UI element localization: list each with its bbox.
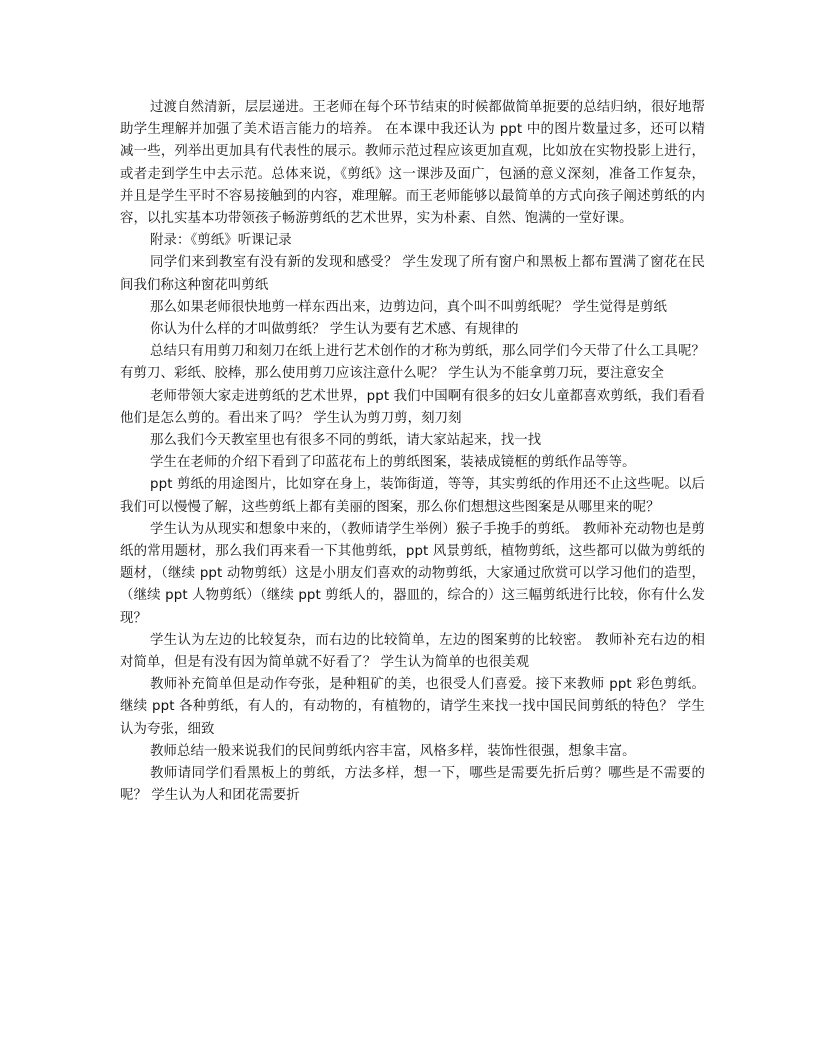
paragraph-record-8: ppt 剪纸的用途图片，比如穿在身上，装饰街道，等等，其实剪纸的作用还不止这些呢。以后我们可以慢慢了解，这些剪纸上都有美丽的图案，那么你们想想这些图案是从哪里来的呢？ bbox=[120, 477, 705, 515]
paragraph-record-9: 学生认为从现实和想象中来的，（教师请学生举例）猴子手挽手的剪纸。 教师补充动物也是剪纸的常用题材，那么我们再来看一下其他剪纸，ppt 风景剪纸，植物剪纸，这些都可以做为剪纸的题材，（继续 ppt 动物剪纸）这是小朋友们喜欢的动物剪纸，大家通过欣赏可以学习他们的造型，（继续 ppt 人物剪纸）（继续 ppt 剪纸人的，器皿的，综合的）这三幅剪纸进行比较，你有什么发现？ bbox=[120, 521, 705, 626]
paragraph-record-11: 教师补充简单但是动作夸张，是种粗矿的美，也很受人们喜爱。接下来教师 ppt 彩色剪纸。继续 ppt 各种剪纸，有人的，有动物的，有植物的，请学生来找一找中国民间剪纸的特色？ 学生认为夸张，细致 bbox=[120, 677, 705, 737]
paragraph-summary: 过渡自然清新，层层递进。王老师在每个环节结束的时候都做简单扼要的总结归纳，很好地帮助学生理解并加强了美术语言能力的培养。 在本课中我还认为 ppt 中的图片数量过多，还可以精减一些，列举出更加具有代表性的展示。教师示范过程应该更加直观，比如放在实物投影上进行，或者走到学生中去示范。总体来说，《剪纸》这一课涉及面广，包涵的意义深刻，准备工作复杂，并且是学生平时不容易接触到的内容，难理解。而王老师能够以最简单的方式向孩子阐述剪纸的内容，以扎实基本功带领孩子畅游剪纸的艺术世界，实为朴素、自然、饱满的一堂好课。 bbox=[120, 100, 705, 227]
appendix-heading: 附录：《剪纸》听课记录 bbox=[150, 233, 292, 249]
paragraph-record-5: 老师带领大家走进剪纸的艺术世界，ppt 我们中国啊有很多的妇女儿童都喜欢剪纸，我们看看他们是怎么剪的。看出来了吗？ 学生认为剪刀剪，刻刀刻 bbox=[120, 388, 705, 426]
paragraph-record-6: 那么我们今天教室里也有很多不同的剪纸，请大家站起来，找一找 bbox=[150, 433, 542, 449]
document-page bbox=[120, 97, 705, 808]
paragraph-record-3: 你认为什么样的才叫做剪纸？ 学生认为要有艺术感、有规律的 bbox=[150, 322, 519, 338]
paragraph-record-4: 总结只有用剪刀和刻刀在纸上进行艺术创作的才称为剪纸，那么同学们今天带了什么工具呢？有剪刀、彩纸、胶棒，那么使用剪刀应该注意什么呢？ 学生认为不能拿剪刀玩，要注意安全 bbox=[120, 344, 705, 382]
paragraph-record-12: 教师总结一般来说我们的民间剪纸内容丰富，风格多样，装饰性很强，想象丰富。 bbox=[150, 743, 636, 759]
paragraph-record-2: 那么如果老师很快地剪一样东西出来，边剪边问，真个叫不叫剪纸呢？ 学生觉得是剪纸 bbox=[150, 299, 667, 315]
paragraph-record-7: 学生在老师的介绍下看到了印蓝花布上的剪纸图案，装裱成镜框的剪纸作品等等。 bbox=[150, 455, 636, 471]
paragraph-record-13: 教师请同学们看黑板上的剪纸，方法多样，想一下，哪些是需要先折后剪？哪些是不需要的呢？ 学生认为人和团花需要折 bbox=[120, 766, 705, 804]
paragraph-record-10: 学生认为左边的比较复杂，而右边的比较简单，左边的图案剪的比较密。 教师补充右边的相对简单，但是有没有因为简单就不好看了？ 学生认为简单的也很美观 bbox=[120, 632, 705, 671]
paragraph-record-1: 同学们来到教室有没有新的发现和感受？ 学生发现了所有窗户和黑板上都布置满了窗花在民间我们称这种窗花叫剪纸 bbox=[120, 255, 705, 293]
